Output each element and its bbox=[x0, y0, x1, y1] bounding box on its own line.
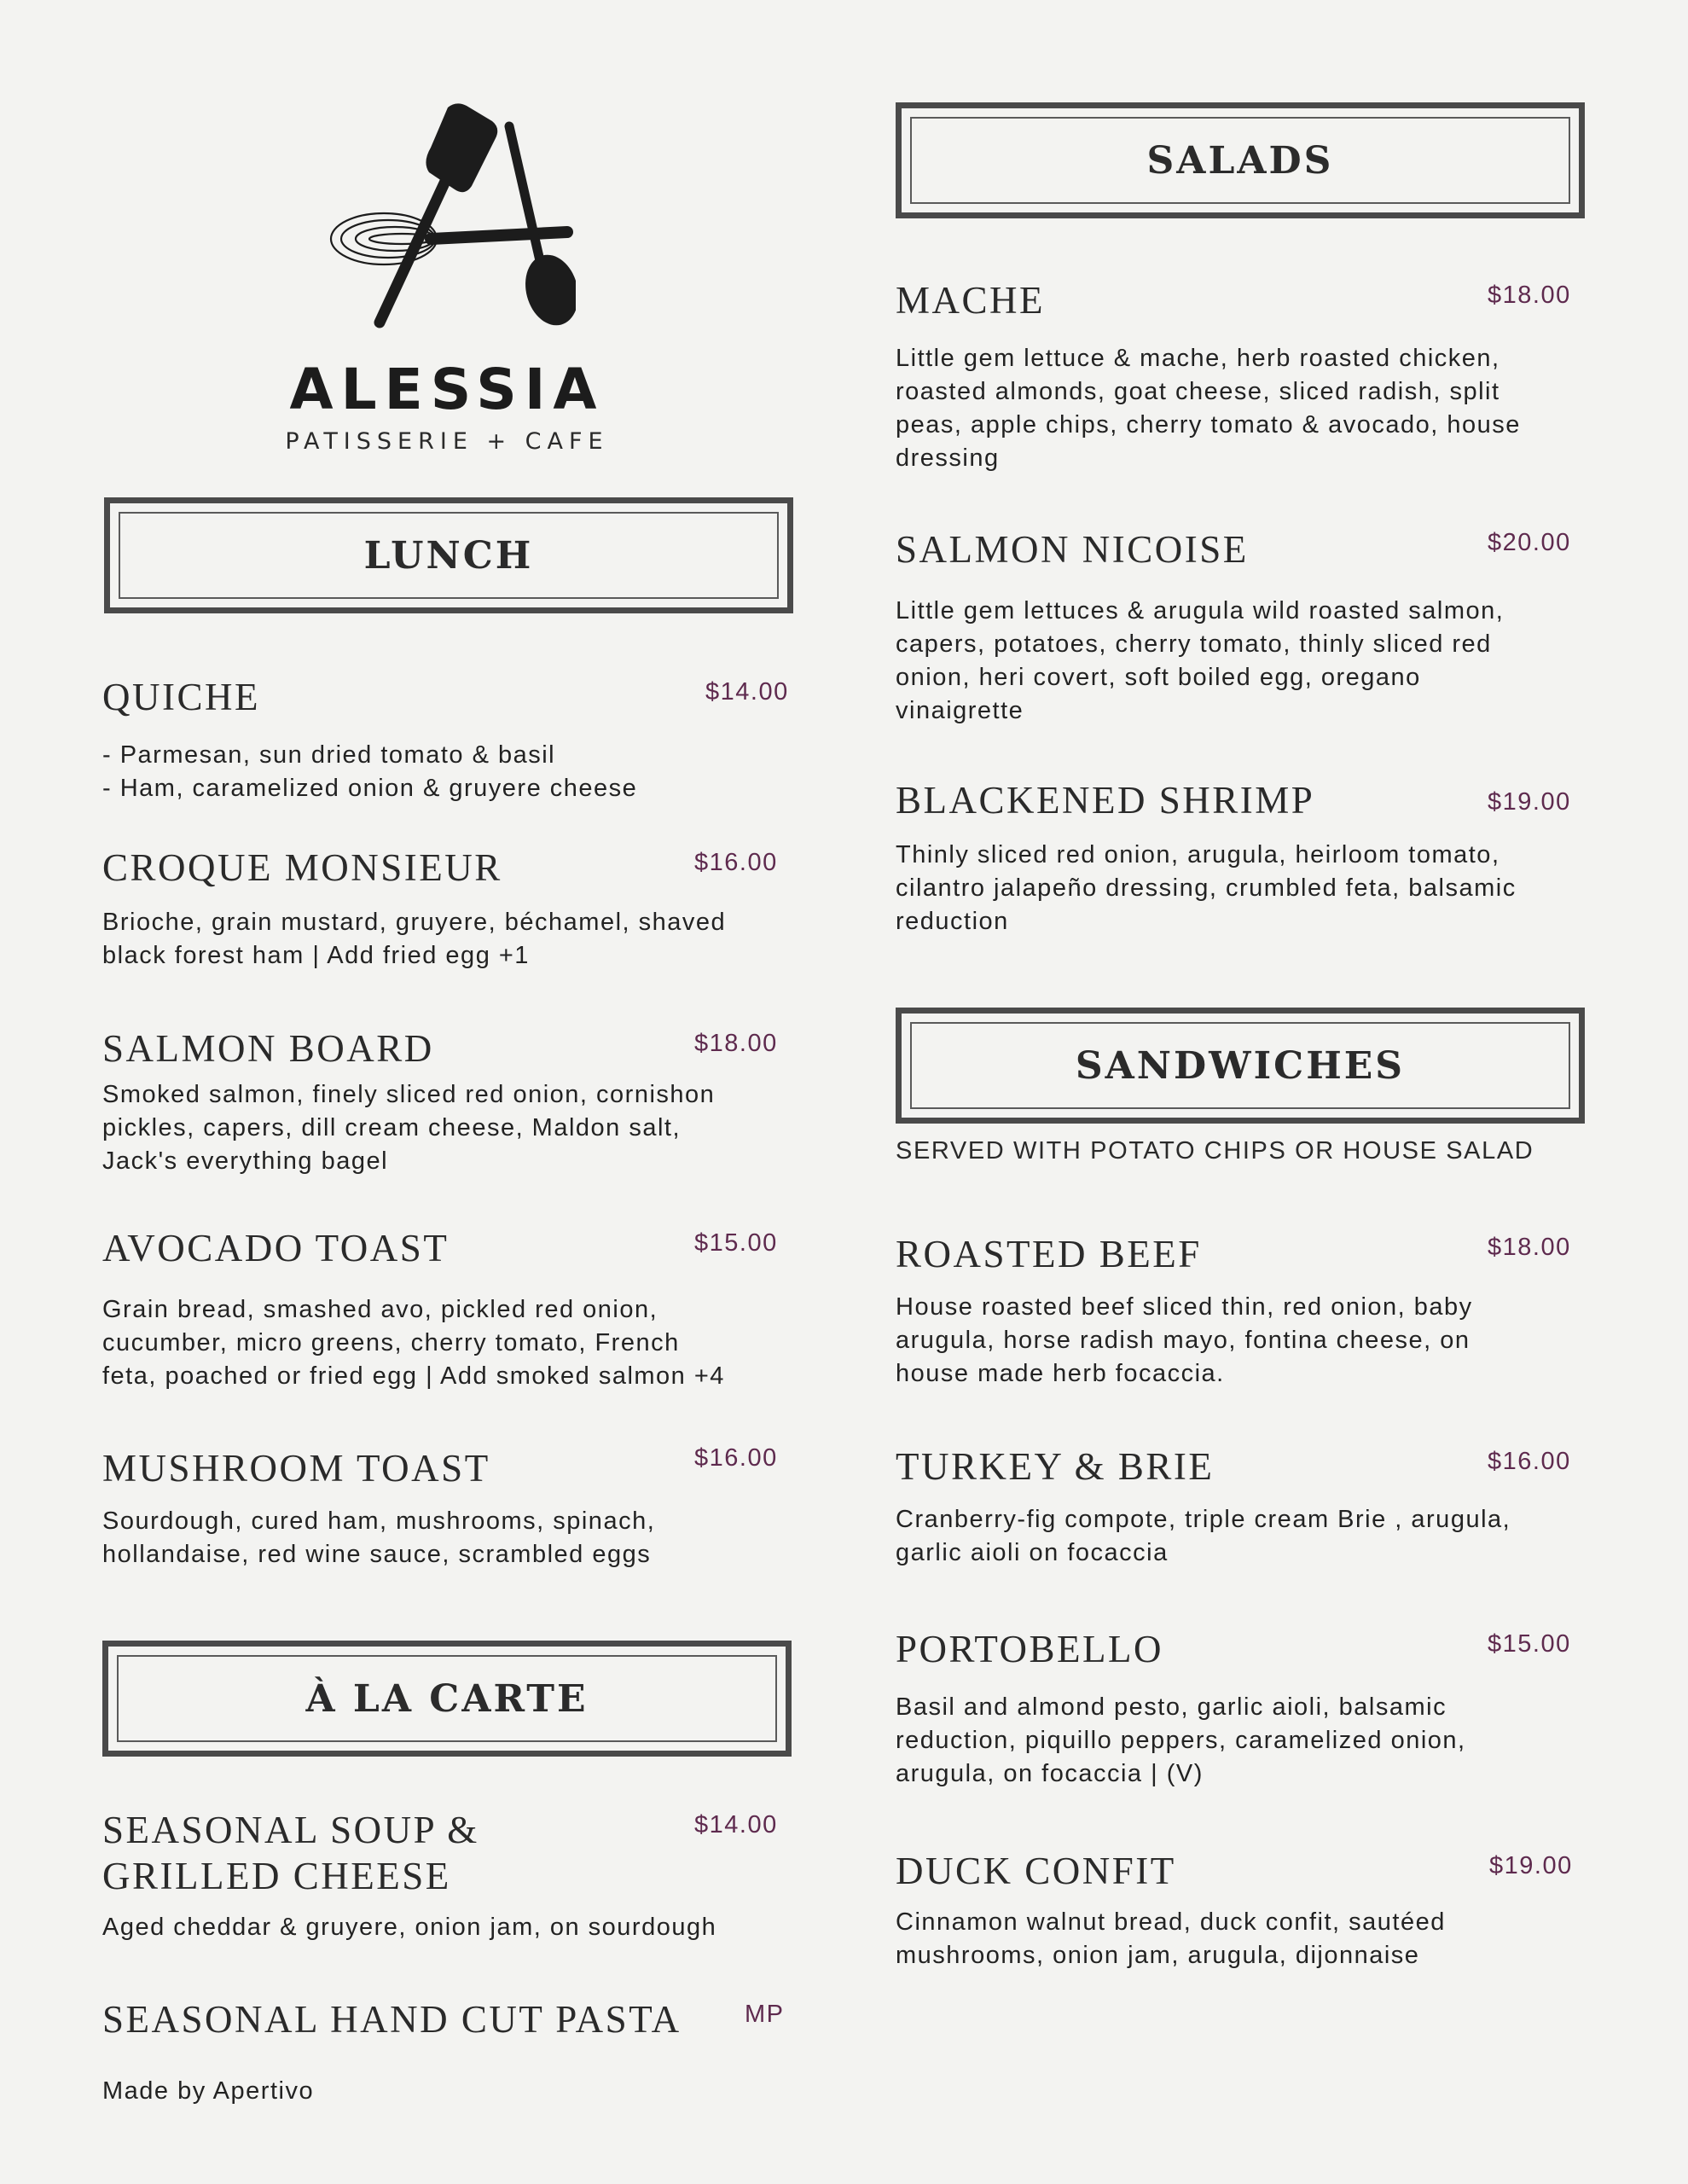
whisk-spatula-spoon-icon bbox=[320, 101, 576, 340]
item-description: - Parmesan, sun dried tomato & basil - Ham, caramelized onion & gruyere cheese bbox=[102, 741, 638, 802]
item-name: PORTOBELLO bbox=[896, 1628, 1163, 1670]
alacarte-section-header bbox=[102, 1641, 792, 1757]
item-description: House roasted beef sliced thin, red onion, baby arugula, horse radish mayo, fontina cheese, on house made herb focaccia. bbox=[896, 1293, 1473, 1387]
item-name: SEASONAL SOUP & GRILLED CHEESE bbox=[102, 1809, 479, 1897]
item-price: $19.00 bbox=[1489, 1852, 1573, 1879]
item-name: QUICHE bbox=[102, 676, 260, 718]
item-description: Grain bread, smashed avo, pickled red onion, cucumber, micro greens, cherry tomato, French feta, poached or fried egg | Add smoked salmon +4 bbox=[102, 1296, 725, 1390]
section-title: À LA CARTE bbox=[305, 1676, 589, 1721]
brand-logo bbox=[102, 101, 792, 459]
item-price: $16.00 bbox=[1488, 1448, 1571, 1475]
item-name: ROASTED BEEF bbox=[896, 1233, 1202, 1275]
brand-subtitle: PATISSERIE + CAFE bbox=[285, 428, 609, 455]
lunch-section-header bbox=[104, 497, 793, 613]
item-description: Aged cheddar & gruyere, onion jam, on sourdough bbox=[102, 1914, 717, 1941]
item-description: Cranberry-fig compote, triple cream Brie , arugula, garlic aioli on focaccia bbox=[896, 1506, 1511, 1566]
item-description: Little gem lettuce & mache, herb roasted chicken, roasted almonds, goat cheese, sliced radish, split peas, apple chips, cherry tomato & avocado, house dressing bbox=[896, 345, 1521, 472]
brand-name: ALESSIA bbox=[289, 357, 605, 422]
section-title: SANDWICHES bbox=[1075, 1043, 1406, 1088]
item-price: $16.00 bbox=[694, 849, 778, 876]
item-price: $16.00 bbox=[694, 1444, 778, 1472]
item-price: $18.00 bbox=[1488, 1234, 1571, 1261]
item-description: Little gem lettuces & arugula wild roasted salmon, capers, potatoes, cherry tomato, thinly sliced red onion, heri covert, soft boiled egg, oregano vinaigrette bbox=[896, 597, 1505, 724]
item-description: Sourdough, cured ham, mushrooms, spinach, hollandaise, red wine sauce, scrambled eggs bbox=[102, 1507, 656, 1568]
item-price: $15.00 bbox=[694, 1229, 778, 1257]
item-name: SALMON NICOISE bbox=[896, 528, 1249, 571]
sandwiches-section-header bbox=[896, 1008, 1585, 1124]
sandwiches-served-note: SERVED WITH POTATO CHIPS OR HOUSE SALAD bbox=[896, 1137, 1534, 1165]
section-title: SALADS bbox=[1146, 138, 1334, 183]
item-description: Made by Apertivo bbox=[102, 2077, 315, 2105]
item-description: Thinly sliced red onion, arugula, heirloom tomato, cilantro jalapeño dressing, crumbled feta, balsamic reduction bbox=[896, 841, 1517, 935]
item-price: $15.00 bbox=[1488, 1630, 1571, 1658]
item-price: MP bbox=[745, 2001, 785, 2028]
salads-section-header bbox=[896, 102, 1585, 218]
item-name: MACHE bbox=[896, 279, 1046, 322]
item-description: Brioche, grain mustard, gruyere, béchamel, shaved black forest ham | Add fried egg +1 bbox=[102, 909, 727, 969]
item-name: TURKEY & BRIE bbox=[896, 1445, 1215, 1488]
item-description: Basil and almond pesto, garlic aioli, balsamic reduction, piquillo peppers, caramelized onion, arugula, on focaccia | (V) bbox=[896, 1693, 1466, 1787]
item-name: SEASONAL HAND CUT PASTA bbox=[102, 1998, 682, 2041]
item-name: CROQUE MONSIEUR bbox=[102, 846, 502, 889]
item-price: $18.00 bbox=[1488, 282, 1571, 309]
item-name: DUCK CONFIT bbox=[896, 1850, 1176, 1892]
item-description: Cinnamon walnut bread, duck confit, sautéed mushrooms, onion jam, arugula, dijonnaise bbox=[896, 1908, 1446, 1969]
item-price: $18.00 bbox=[694, 1030, 778, 1057]
item-price: $14.00 bbox=[694, 1811, 778, 1838]
item-name: BLACKENED SHRIMP bbox=[896, 779, 1315, 822]
item-price: $20.00 bbox=[1488, 529, 1571, 556]
item-name: SALMON BOARD bbox=[102, 1027, 434, 1070]
section-title: LUNCH bbox=[363, 533, 534, 578]
item-name: MUSHROOM TOAST bbox=[102, 1447, 490, 1490]
item-description: Smoked salmon, finely sliced red onion, cornishon pickles, capers, dill cream cheese, Maldon salt, Jack's everything bagel bbox=[102, 1081, 716, 1175]
item-name: AVOCADO TOAST bbox=[102, 1227, 450, 1269]
item-price: $19.00 bbox=[1488, 788, 1571, 816]
item-price: $14.00 bbox=[705, 678, 789, 706]
